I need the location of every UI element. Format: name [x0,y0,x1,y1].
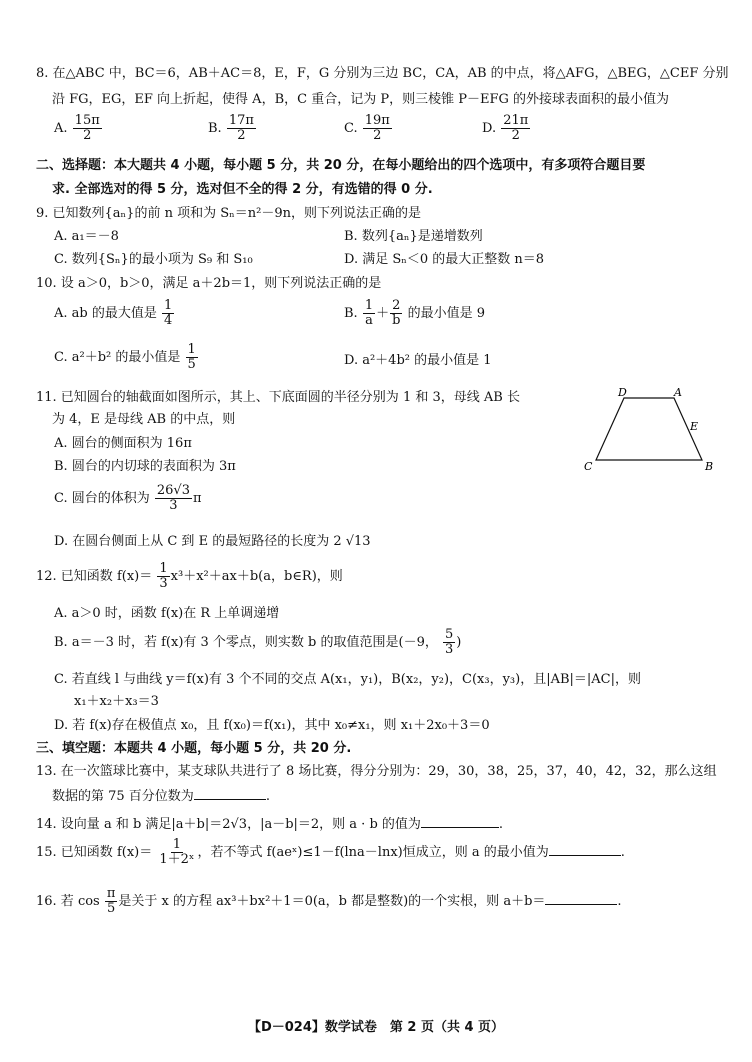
q8-stem-line2: 沿 FG，EG，EF 向上折起，使得 A，B，C 重合，记为 P，则三棱锥 P－EFG 的外接球表面积的最小值为 [52,92,669,107]
q9-option-c: C. 数列{Sₙ}的最小项为 S₉ 和 S₁₀ [54,252,253,267]
q15-stem: 15. 已知函数 f(x)＝ $\frac{1}{\text{1＋2ˣ}}$ ，若不等式 f(aeˣ)≤1－f(lna－lnx)恒成立，则 a 的最小值为 . [36,837,625,867]
answer-blank [549,843,621,856]
label-b: B [705,460,714,473]
label-d: D [618,386,627,399]
q13-stem-line2: 数据的第 75 百分位数为 . [52,789,270,804]
label-c: C [584,460,593,473]
fraction: $\frac{15\pi}{2}$ [74,113,100,143]
section2-heading-line2: 求. 全部选对的得 5 分，选对但不全的得 2 分，有选错的得 0 分. [52,182,433,197]
q12-option-a: A. a＞0 时，函数 f(x)在 R 上单调递增 [54,606,280,621]
fraction: $\frac{2}{b}$ [392,298,401,328]
q12-option-b: B. a＝－3 时，若 f(x)有 3 个零点，则实数 b 的取值范围是(－9， $\frac{5}{3}$ ) [54,627,462,657]
section2-heading-line1: 二、选择题：本大题共 4 小题，每小题 5 分，共 20 分，在每小题给出的四个选项中，有多项符合题目要 [36,158,646,173]
fraction: $\frac{26√3}{3}$ [156,483,190,513]
answer-blank [421,815,499,828]
fraction: $\frac{1}{\text{1＋2ˣ}}$ [159,837,195,867]
page-footer: 【D－024】数学试卷 第 2 页（共 4 页） [247,1020,505,1035]
q9-option-b: B. 数列{aₙ}是递增数列 [344,229,483,244]
q12-option-c-line1: C. 若直线 l 与曲线 y＝f(x)有 3 个不同的交点 A(x₁，y₁)，B(x₂，y₂)，C(x₃，y₃)，且|AB|＝|AC|，则 [54,672,642,687]
q10-stem: 10. 设 a＞0，b＞0，满足 a＋2b＝1，则下列说法正确的是 [36,276,382,291]
q8-option-b: B. $\frac{17\pi}{2}$ [208,113,254,143]
q12-stem: 12. 已知函数 f(x)＝ $\frac{1}{3}$ x³＋x²＋ax＋b(a，b∈R)，则 [36,561,343,591]
q12-option-d: D. 若 f(x)存在极值点 x₀，且 f(x₀)＝f(x₁)，其中 x₀≠x₁，则 x₁＋2x₀＋3＝0 [54,718,490,733]
label-a: A [674,386,682,399]
fraction: $\frac{\pi}{5}$ [106,886,116,916]
q11-option-a: A. 圆台的侧面积为 16π [54,436,192,451]
q12-option-c-line2: x₁＋x₂＋x₃＝3 [74,694,159,709]
trapezoid-shape [596,398,702,460]
q10-option-c: C. a²＋b² 的最小值是 $\frac{1}{5}$ [54,342,196,372]
fraction: $\frac{21\pi}{2}$ [503,113,529,143]
q10-option-a: A. ab 的最大值是 $\frac{1}{4}$ [54,298,173,328]
section3-heading: 三、填空题：本题共 4 小题，每小题 5 分，共 20 分. [36,741,352,756]
fraction: $\frac{5}{3}$ [445,627,454,657]
q16-stem: 16. 若 cos $\frac{\pi}{5}$ 是关于 x 的方程 ax³＋bx²＋1＝0(a，b 都是整数)的一个实根，则 a＋b＝ . [36,886,622,916]
answer-blank [194,787,266,800]
q11-option-b: B. 圆台的内切球的表面积为 3π [54,459,236,474]
fraction: $\frac{1}{5}$ [187,342,196,372]
q14-stem: 14. 设向量 a 和 b 满足|a＋b|＝2√3，|a－b|＝2，则 a · b 的值为 . [36,817,504,832]
frustum-axial-section-figure [578,384,720,476]
q9-option-d: D. 满足 Sₙ＜0 的最大正整数 n＝8 [344,252,545,267]
q11-stem-line1: 11. 已知圆台的轴截面如图所示，其上、下底面圆的半径分别为 1 和 3，母线 AB 长 [36,390,520,405]
q9-option-a: A. a₁＝－8 [54,229,119,244]
q8-option-a: A. $\frac{15\pi}{2}$ [54,113,100,143]
fraction: $\frac{1}{3}$ [159,561,168,591]
fraction: $\frac{1}{a}$ [364,298,374,328]
fraction: $\frac{1}{4}$ [164,298,173,328]
q8-option-c: C. $\frac{19\pi}{2}$ [344,113,390,143]
q11-stem-line2: 为 4，E 是母线 AB 的中点，则 [52,412,236,427]
q11-option-c: C. 圆台的体积为 $\frac{26√3}{3}$ π [54,483,202,513]
q13-stem-line1: 13. 在一次篮球比赛中，某支球队共进行了 8 场比赛，得分分别为：29，30，38，25，37，40，42，32，那么这组 [36,764,717,779]
q9-stem: 9. 已知数列{aₙ}的前 n 项和为 Sₙ＝n²－9n，则下列说法正确的是 [36,206,421,221]
q10-option-b: B. $\frac{1}{a}$ ＋ $\frac{2}{b}$ 的最小值是 9 [344,298,485,328]
answer-blank [545,892,617,905]
fraction: $\frac{17\pi}{2}$ [228,113,254,143]
q11-option-d: D. 在圆台侧面上从 C 到 E 的最短路径的长度为 2 √13 [54,534,371,549]
fraction: $\frac{19\pi}{2}$ [364,113,390,143]
q8-option-d: D. $\frac{21\pi}{2}$ [482,113,529,143]
label-e: E [690,420,699,433]
q8-stem-line1: 8. 在△ABC 中，BC＝6，AB＋AC＝8，E，F，G 分别为三边 BC，CA，AB 的中点，将△AFG，△BEG，△CEF 分别 [36,66,729,81]
q10-option-d: D. a²＋4b² 的最小值是 1 [344,353,492,368]
